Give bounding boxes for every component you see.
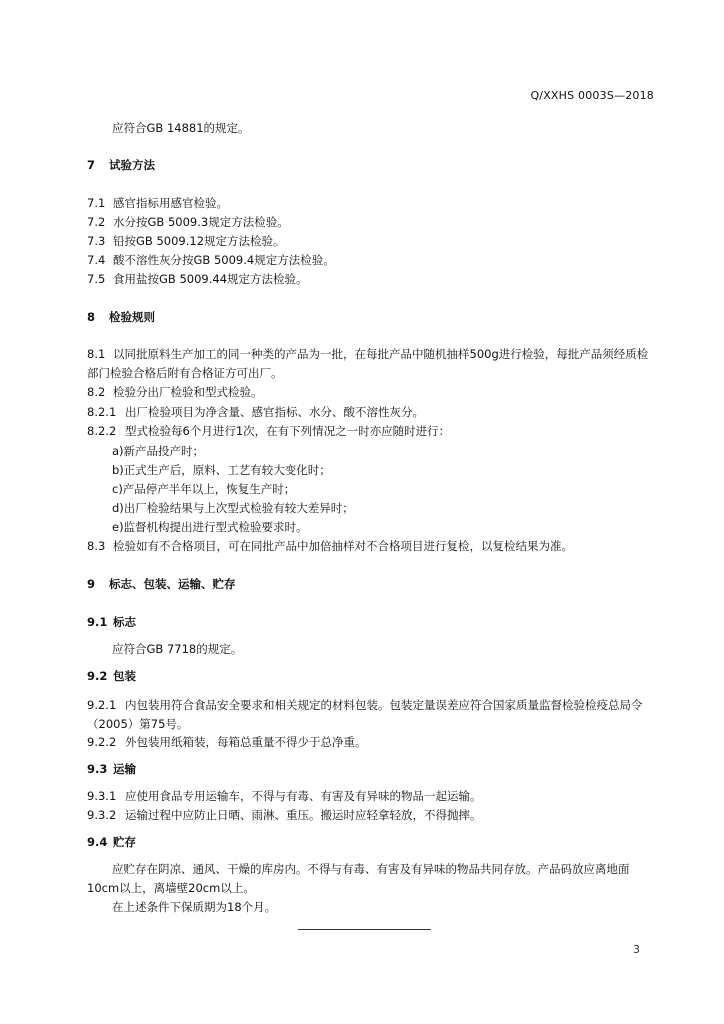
- section-title: 包装: [113, 669, 136, 683]
- condition-c: c)产品停产半年以上，恢复生产时；: [112, 482, 296, 496]
- paragraph-9-2-1: [87, 696, 657, 734]
- item-text: 感官指标用感官检验。: [113, 196, 228, 210]
- item-number: 9.3.2: [87, 808, 117, 822]
- item-number: 8.2.2: [87, 424, 117, 438]
- item-text: 食用盐按GB 5009.44规定方法检验。: [113, 272, 308, 286]
- item-number: 7.4: [87, 253, 106, 267]
- section-number: 8: [87, 310, 96, 324]
- item-number: 8.3: [87, 539, 106, 553]
- item-number: 8.1: [87, 347, 106, 361]
- paragraph-9-3-1: [87, 788, 482, 804]
- item-number: 9.2.1: [87, 698, 117, 712]
- section-number: 7: [87, 158, 96, 172]
- end-rule: [298, 929, 431, 930]
- item-7-1: [87, 195, 228, 211]
- subsection-9-1-heading: [87, 614, 136, 630]
- item-text: 以同批原料生产加工的同一种类的产品为一批，在每批产品中随机抽样500g进行检验，每批产品须经质检部门检验合格后附有合格证方可出厂。: [87, 347, 649, 380]
- section-title: 标志: [113, 615, 136, 629]
- item-7-5: [87, 271, 308, 287]
- intro-text: 应符合GB 14881的规定。: [112, 121, 250, 135]
- paragraph-9-2-2: [87, 734, 367, 750]
- item-text: 检验如有不合格项目，可在同批产品中加倍抽样对不合格项目进行复检，以复检结果为准。: [113, 539, 573, 553]
- condition-e: e)监督机构提出进行型式检验要求时。: [112, 520, 308, 534]
- item-number: 7.5: [87, 272, 106, 286]
- item-text: 铅按GB 5009.12规定方法检验。: [113, 234, 285, 248]
- section-title: 试验方法: [109, 158, 155, 172]
- paragraph-9-3-2: [87, 807, 482, 823]
- item-number: 7.3: [87, 234, 106, 248]
- subsection-9-3-heading: [87, 761, 136, 777]
- section-title: 贮存: [113, 835, 136, 849]
- section-9-heading: [87, 576, 236, 592]
- item-number: 8.2.1: [87, 405, 117, 419]
- shelf-life-text: 在上述条件下保质期为18个月。: [112, 900, 277, 914]
- item-number: 7.2: [87, 215, 106, 229]
- item-text: 检验分出厂检验和型式检验。: [113, 385, 263, 399]
- paragraph-8-2: [87, 384, 263, 400]
- item-text: 酸不溶性灰分按GB 5009.4规定方法检验。: [113, 253, 335, 267]
- item-number: 7.1: [87, 196, 106, 210]
- section-title: 标志、包装、运输、贮存: [109, 577, 236, 591]
- standard-code: Q/XXHS 0003S—2018: [530, 89, 654, 102]
- item-7-2: [87, 214, 289, 230]
- section-number: 9.3: [87, 762, 108, 776]
- paragraph-8-2-2: [87, 423, 450, 439]
- paragraph-8-1: [87, 345, 657, 383]
- item-text: 型式检验每6个月进行1次，在有下列情况之一时亦应随时进行：: [125, 424, 451, 438]
- section-number: 9.1: [87, 615, 108, 629]
- item-text: 出厂检验项目为净含量、感官指标、水分、酸不溶性灰分。: [125, 405, 424, 419]
- subsection-9-1-text: 应符合GB 7718的规定。: [112, 642, 243, 656]
- section-title: 检验规则: [109, 310, 155, 324]
- section-number: 9.4: [87, 835, 108, 849]
- item-text: 内包装用符合食品安全要求和相关规定的材料包装。包装定量误差应符合国家质量监督检验检疫总局令（2005）第75号。: [87, 698, 643, 731]
- item-text: 应使用食品专用运输车，不得与有毒、有害及有异味的物品一起运输。: [125, 789, 482, 803]
- item-number: 9.3.1: [87, 789, 117, 803]
- paragraph-8-2-1: [87, 404, 424, 420]
- condition-a: a)新产品投产时；: [112, 444, 205, 458]
- item-number: 8.2: [87, 385, 106, 399]
- paragraph-8-3: [87, 538, 573, 554]
- item-text: 运输过程中应防止日晒、雨淋、重压。搬运时应轻拿轻放，不得抛摔。: [125, 808, 482, 822]
- subsection-9-4-heading: [87, 834, 136, 850]
- condition-d: d)出厂检验结果与上次型式检验有较大差异时；: [112, 501, 354, 515]
- section-number: 9.2: [87, 669, 108, 683]
- item-7-4: [87, 252, 335, 268]
- storage-paragraph: 应贮存在阴凉、通风、干燥的库房内。不得与有毒、有害及有异味的物品共同存放。产品码放应离地面10cm以上，离墙壁20cm以上。: [87, 862, 630, 895]
- page-number: 3: [633, 943, 640, 956]
- section-title: 运输: [113, 762, 136, 776]
- section-7-heading: [87, 157, 155, 173]
- item-text: 外包装用纸箱装，每箱总重量不得少于总净重。: [125, 735, 367, 749]
- item-text: 水分按GB 5009.3规定方法检验。: [113, 215, 289, 229]
- item-number: 9.2.2: [87, 735, 117, 749]
- condition-b: b)正式生产后，原料、工艺有较大变化时；: [112, 463, 331, 477]
- section-number: 9: [87, 577, 96, 591]
- item-7-3: [87, 233, 285, 249]
- subsection-9-2-heading: [87, 668, 136, 684]
- section-8-heading: [87, 309, 155, 325]
